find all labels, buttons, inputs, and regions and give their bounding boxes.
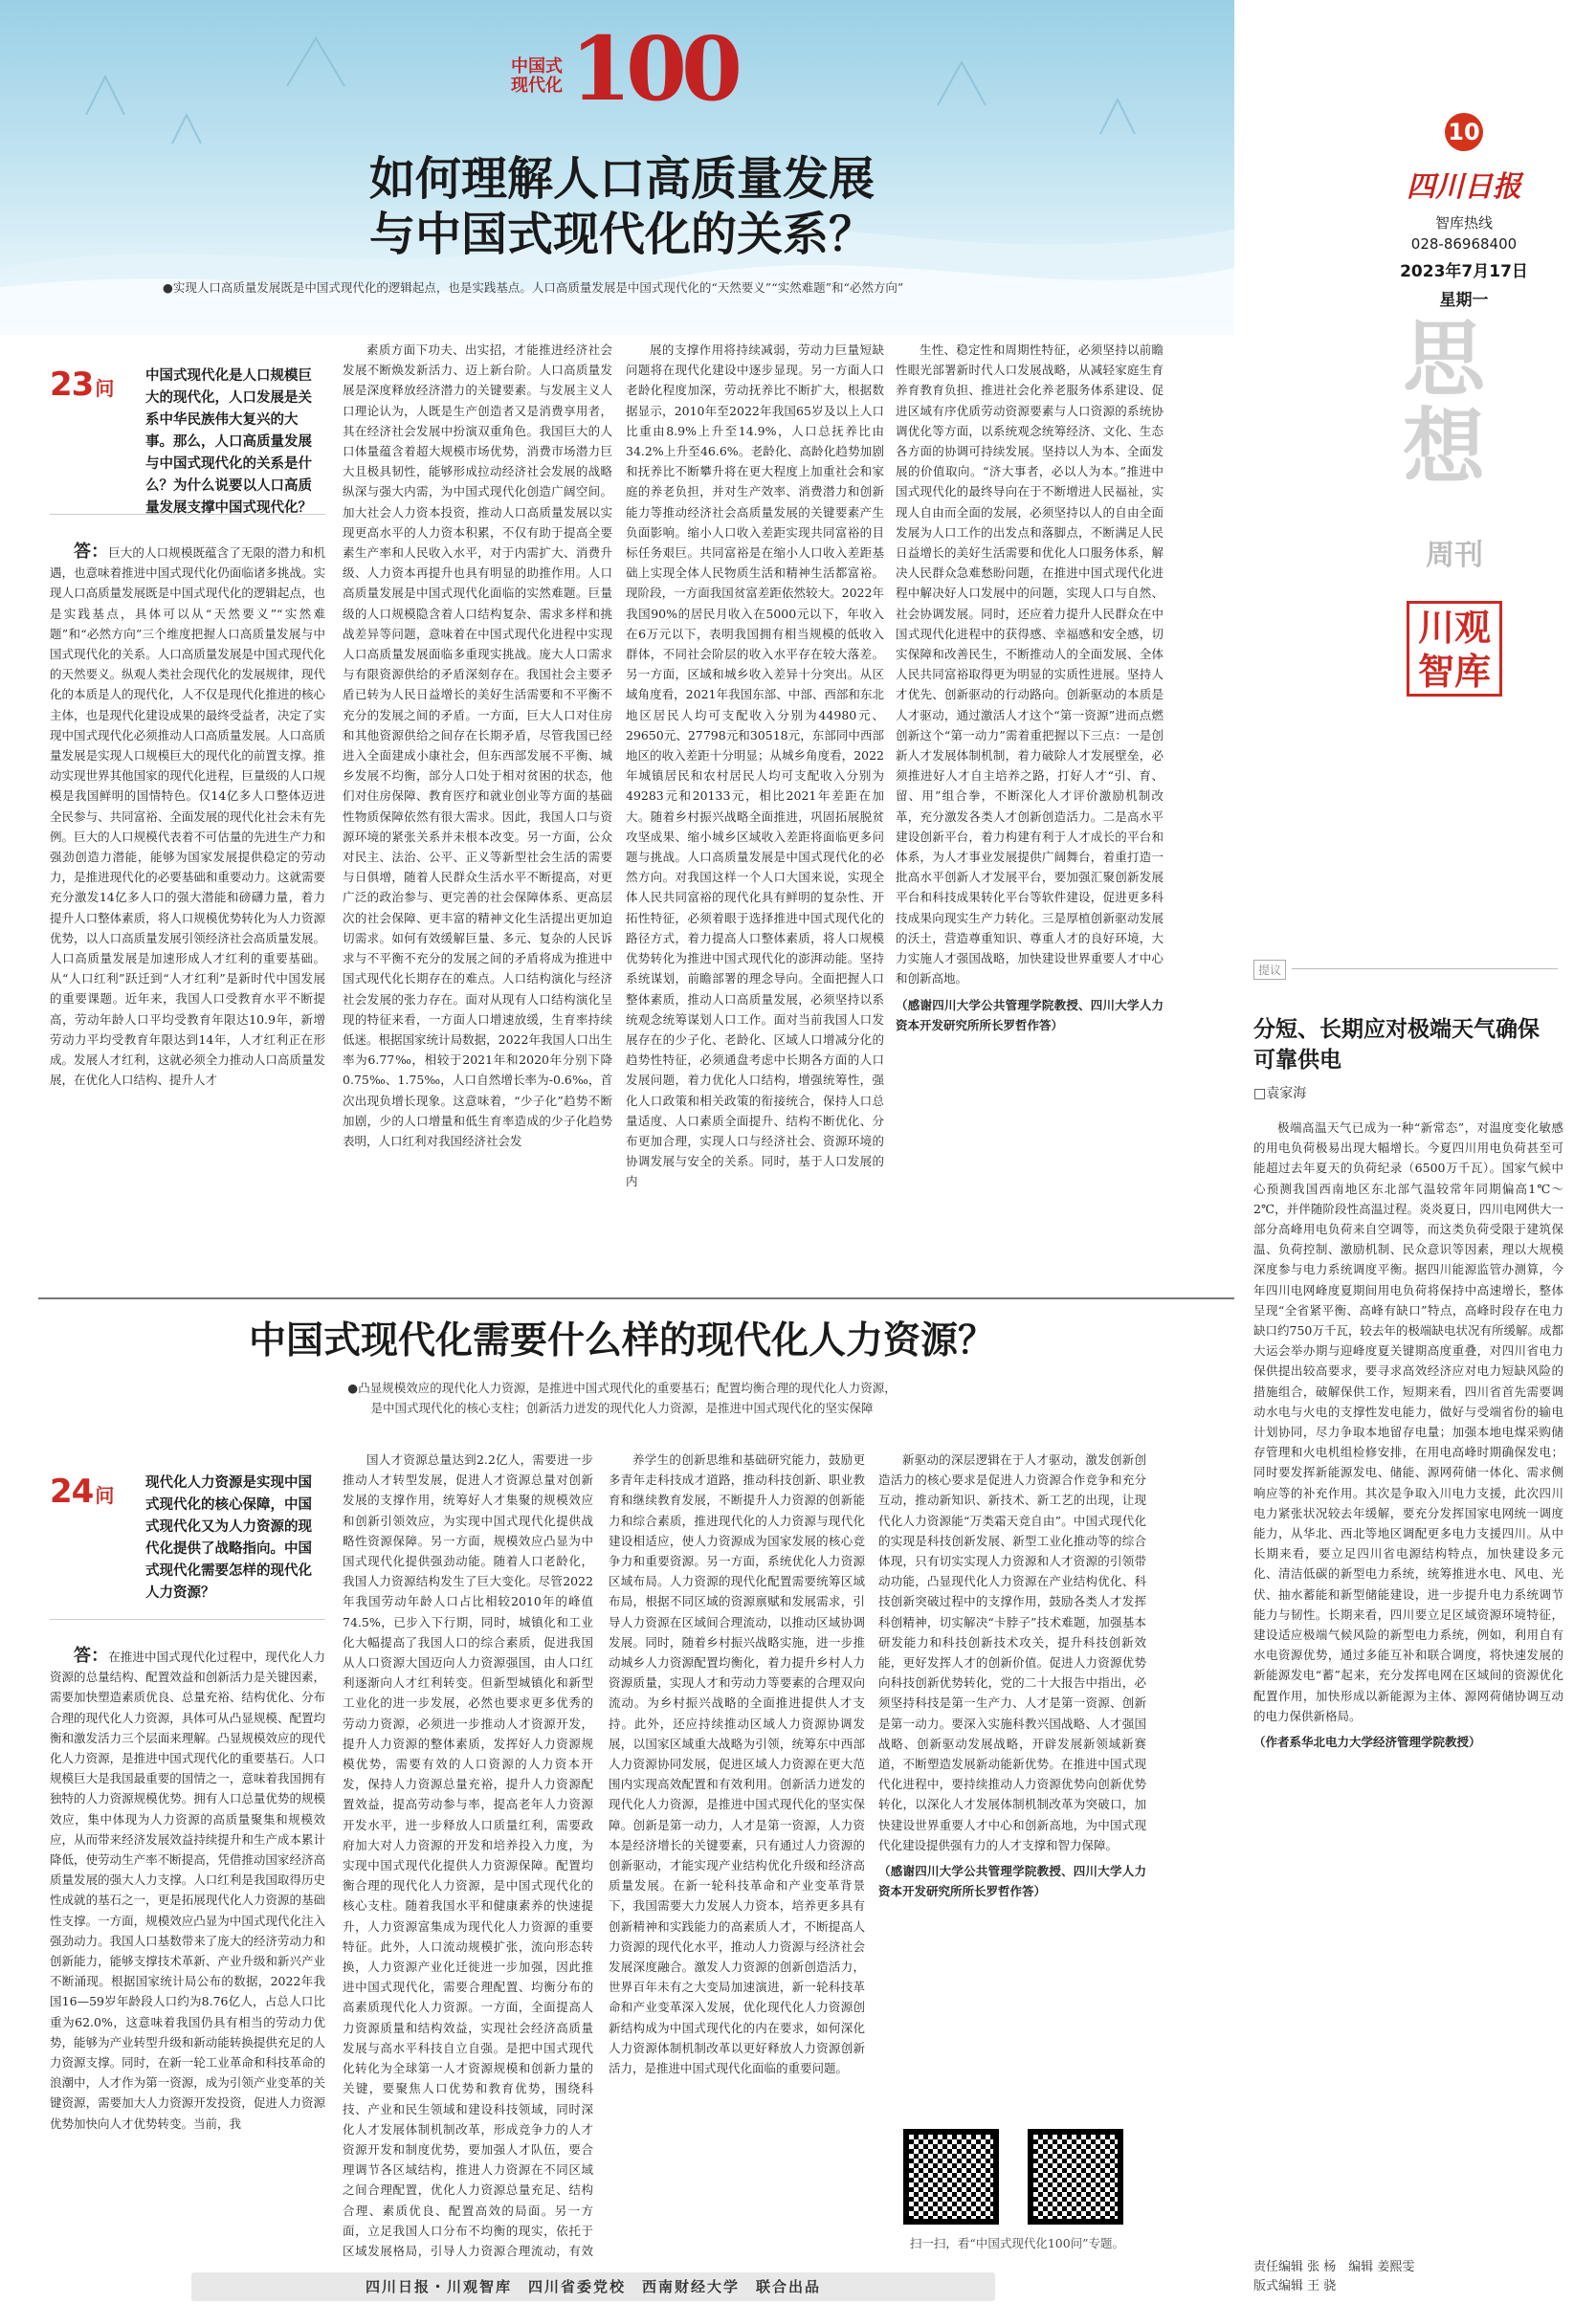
article1-col4-text: 生性、稳定性和周期性特征，必须坚持以前瞻性眼光部署新时代人口发展战略，从减轻家庭生育养育教育负担、推进社会化养老服务体系建设、促进区域有序优质劳动资源要素与人口资源的系统协调优化等方面，以系统观念统筹经济、文化、生态各方面的协调可持续发展。坚持以人为本、全面发展的价值取向。“济大事者，必以人为本。”推进中国式现代化的最终导向在于不断增进人民福祉，实现人自由而全面的发展，必须坚持以人的自由全面发展为人口工作的出发点和落脚点，不断满足人民日益增长的美好生活需要和优化人口服务体系，解决人民群众急难愁盼问题，在推进中国式现代化进程中解决好人口发展中的问题，实现人口与自然、社会协调发展。同时，还应着力提升人民群众在中国式现代化进程中的获得感、幸福感和安全感，切实保障和改善民生，不断推动人的全面发展、全体人民共同富裕取得更为明显的实质性进展。坚持人才优先、创新驱动的行动路向。创新驱动的本质是人才驱动，通过激活人才这个“第一资源”进而点燃创新这个“第一动力”需着重把握以下三点：一是创新人才发展体制机制，着力破除人才发展壁垒，必须推进好人才自主培养之路，打好人才“引、育、留、用”组合拳，不断深化人才评价激励机制改革，充分激发各类人才创新创造活力。二是高水平建设创新平台，着力构建有利于人才成长的平台和体系，为人才事业发展提供广阔舞台，着重打造一批高水平创新人才发展平台，要加强汇聚创新发展平台和科技成果转化平台等软件建设，促进更多科技成果向现实生产力转化。三是厚植创新驱动发展的沃土，营造尊重知识、尊重人才的良好环境，大力实施人才强国战略，加快建设世界重要人才中心和创新高地。 — [896, 343, 1164, 986]
answer-label: 答： — [74, 1646, 109, 1666]
article1-column-2 — [343, 340, 612, 1282]
article2-col3-text: 养学生的创新思维和基础研究能力，鼓励更多青年走科技成才道路，推动科技创新、职业教育和继续教育发展，不断提升人力资源的创新能力和综合素质，推进现代化的人力资源与现代化建设相适应，使人力资源成为国家发展的核心竞争力和重要资源。另一方面，系统优化人力资源区域布局。人力资源的现代化配置需要统筹区域布局，根据不同区域的资源禀赋和发展需求，引导人力资源在区域间合理流动，以推动区域协调发展。同时，随着乡村振兴战略实施，进一步推动城乡人力资源配置均衡化，着力提升乡村人力资源质量，实现人才和劳动力等要素的合理双向流动。为乡村振兴战略的全面推进提供人才支持。此外，还应持续推动区域人力资源协调发展，以国家区域重大战略为引领，统筹东中西部人力资源协同发展，促进区域人力资源在更大范围内实现高效配置和有效利用。创新活力迸发的现代化人力资源，是推进中国式现代化的坚实保障。创新是第一动力，人才是第一资源，人力资本是经济增长的关键要素，只有通过人力资源的创新驱动，才能实现产业结构优化升级和经济高质量发展。在新一轮科技革命和产业变革背景下，我国需要大力发展人力资本，培养更多具有创新精神和实践能力的高素质人才，不断提高人力资源的现代化水平，推动人力资源与经济社会发展深度融合。激发人力资源的创新创造活力，世界百年未有之大变局加速演进，新一轮科技革命和产业变革深入发展，优化现代化人力资源创新结构成为中国式现代化的内在要求，如何深化人力资源体制机制改革以更好释放人力资源创新活力，是推进中国式现代化面临的重要问题。 — [609, 1452, 865, 2076]
article1-question: 中国式现代化是人口规模巨大的现代化，人口发展是关系中华民族伟大复兴的大事。那么，人口高质量发展与中国式现代化的关系是什么？为什么说要以人口高质量发展支撑中国式现代化？ — [145, 368, 312, 516]
badge-label: 中国式现代化 — [511, 56, 563, 96]
weekday: 星期一 — [1439, 291, 1489, 310]
article2-title: 中国式现代化需要什么样的现代化人力资源？ — [248, 1319, 995, 1362]
paper-logo: 四川日报 — [1407, 170, 1521, 204]
article2-column-1 — [50, 1646, 325, 2263]
article2-summary — [191, 1378, 1053, 1418]
sidebar-rule — [1292, 968, 1558, 969]
article1-column-4 — [896, 340, 1164, 1282]
article1-col3-text: 展的支撑作用将持续减弱，劳动力巨量短缺问题将在现代化建设中逐步显现。另一方面人口老龄化程度加深，劳动抚养比不断扩大，根据数据显示，2010年至2022年我国65岁及以上人口比重由8.9%上升至14.9%，人口总抚养比由34.2%上升至46.6%。老龄化、高龄化趋势加剧和抚养比不断攀升将在更大程度上加重社会和家庭的养老负担，并对生产效率、消费潜力和创新能力等推动经济社会高质量发展的关键要素产生负面影响。缩小人口收入差距实现共同富裕的目标任务艰巨。共同富裕是在缩小人口收入差距基础上实现全体人民物质生活和精神生活都富裕。现阶段，一方面我国贫富差距依然较大。2022年我国90%的居民月收入在5000元以下，年收入在6万元以下，表明我国拥有相当规模的低收入群体，不同社会阶层的收入水平存在较大落差。另一方面，区域和城乡收入差异十分突出。从区域角度看，2021年我国东部、中部、西部和东北地区居民人均可支配收入分别为44980元、29650元、27798元和30518元，东部同中西部地区的收入差距十分明显；从城乡角度看，2022年城镇居民和农村居民人均可支配收入分别为49283元和20133元，相比2021年差距在加大。随着乡村振兴战略全面推进，巩固拓展脱贫攻坚成果、缩小城乡区域收入差距将面临更多问题与挑战。人口高质量发展是中国式现代化的必然方向。对我国这样一个人口大国来说，实现全体人民共同富裕的现代化具有鲜明的复杂性、开拓性特征，必须着眼于选择推进中国式现代化的路径方式，着力提高人口整体素质，将人口规模优势转化为推进中国式现代化的澎湃动能。坚持系统谋划，前瞻部署的理念导向。全面把握人口整体素质，推动人口高质量发展，必须坚持以系统观念统筹谋划人口工作。面对当前我国人口发展存在的少子化、老龄化、区域人口增减分化的趋势性特征，必须通盘考虑中长期各方面的人口发展问题，着力优化人口结构，增强统筹性，强化人口政策和相关政策的衔接统合，保持人口总量适度、人口素质全面提升、结构不断优化、分布更加合理，实现人口与经济社会、资源环境的协调发展与安全的关系。同时，基于人口发展的内 — [626, 343, 884, 1189]
article2-col1-text: 在推进中国式现代化过程中，现代化人力资源的总量结构、配置效益和创新活力是关键因素，需要加快塑造素质优良、总量充裕、结构优化、分布合理的现代化人力资源，具体可从凸显规模、配置均衡和激发活力三个层面来理解。凸显规模效应的现代化人力资源，是推进中国式现代化的重要基石。人口规模巨大是我国最重要的国情之一，意味着我国拥有独特的人力资源规模优势。拥有人口总量优势的规模效应，集中体现为人力资源的高质量聚集和规模效应，从而带来经济发展效益持续提升和生产成本累计降低，使劳动生产率不断提高，凭借推动国家经济高质量发展的强大人力支撑。人口红利是我国取得历史性成就的基石之一，更是拓展现代化人力资源的基础性支撑。一方面，规模效应凸显为中国式现代化注入强劲动力。我国人口基数带来了庞大的经济劳动力和创新能力，能够支撑技术革新、产业升级和新兴产业不断涌现。根据国家统计局公布的数据，2022年我国16—59岁年龄段人口约为8.76亿人，占总人口比重为62.0%，这意味着我国仍具有相当的劳动力优势，能够为产业转型升级和新动能转换提供充足的人力资源支撑。同时，在新一轮工业革命和科技革命的浪潮中，人才作为第一资源，成为引领产业变革的关键资源，需要加大人力资源开发投资，促进人力资源优势加快向人才优势转变。当前，我 — [50, 1650, 325, 2131]
issue-date: 2023年7月17日 — [1400, 262, 1528, 281]
masthead — [1397, 113, 1531, 310]
question-divider — [50, 514, 325, 515]
article2-summary-line1: ●凸显规模效应的现代化人力资源，是推进中国式现代化的重要基石；配置均衡合理的现代化人力资源， — [347, 1381, 897, 1395]
qr-code-area — [878, 2129, 1156, 2272]
editors-credit — [1253, 2258, 1569, 2296]
article1-title-line1: 如何理解人口高质量发展 — [368, 152, 875, 206]
article2-question: 现代化人力资源是实现中国式现代化的核心保障，中国式现代化又为人力资源的现代化提供了战略指向。中国式现代化需要怎样的现代化人力资源？ — [145, 1475, 312, 1601]
hotline-number: 028-86968400 — [1410, 235, 1518, 253]
sidebar-body-text: 极端高温天气已成为一种“新常态”，对温度变化敏感的用电负荷极易出现大幅增长。今夏四川用电负荷甚至可能超过去年夏天的负荷纪录（6500万千瓦）。国家气候中心预测我国西南地区东北部气温较常年同期偏高1℃～2℃，并伴随阶段性高温过程。炎炎夏日，四川电网供大一部分高峰用电负荷来自空调等，而这类负荷受限于建筑保温、负荷控制、激励机制、民众意识等因素，理以大规模深度参与电力系统调度平衡。据四川能源监管办测算，今年四川电网峰度夏期间用电负荷将保持中高速增长，整体呈现“全省紧平衡、高峰有缺口”特点，高峰时段存在电力缺口约750万千瓦，较去年的极端缺电状况有所缓解。成都大运会举办期与迎峰度夏关键期高度重叠，对四川省电力保供提出较高要求，要寻求高效经济应对电力短缺风险的措施组合，破解保供工作，短期来看，四川省首先需要调动水电与火电的支撑性发电能力，做好与受端省份的输电计划协同，尽力争取本地留存电量；加强本地电煤采购储存管理和火电机组检修安排，在用电高峰时期确保发电；同时要发挥新能源发电、储能、源网荷储一体化、需求侧响应等的补充作用。其次是争取入川电力支援，此次四川电力紧张状况较去年缓解，要充分发挥国家电网统一调度能力，从华北、西北等地区调配更多电力支援四川。从中长期来看，要立足四川省电源结构特点，加快建设多元化、清洁低碳的新型电力系统，统筹推进水电、风电、光伏、抽水蓄能和新型储能建设，进一步提升电力系统调节能力与韧性。长期来看，四川要立足区域资源环境特征，建设适应极端气候风险的新型电力系统，例如，利用自有水电资源优势，通过多能互补和联合调度，将快速发展的新能源发电“蓄”起来，充分发挥电网在区域间的资源优化配置作用，加快形成以新能源为主体、源网荷储协调互动的电力保供新格局。 — [1253, 1120, 1563, 1723]
article1-col2-text: 素质方面下功夫、出实招，才能推进经济社会发展不断焕发新活力、迈上新台阶。人口高质量发展是深度释放经济潜力的关键要素。与发展主义人口理论认为，人既是生产创造者又是消费享用者，其在经济社会发展中扮演双重角色。我国巨大的人口体量蕴含着超大规模市场优势，消费市场潜力巨大且极具韧性，能够形成拉动经济社会发展的战略纵深与强大内需，为中国式现代化创造广阔空间。加大社会人力资本投资，推动人口高质量发展以实现更高水平的人力资本积累，不仅有助于提高全要素生产率和人民收入水平，对于内需扩大、消费升级、人力资本再提升也具有明显的助推作用。人口高质量发展是中国式现代化面临的实然难题。巨量级的人口规模隐含着人口结构复杂、需求多样和挑战差异等问题，意味着在中国式现代化进程中实现人口高质量发展面临多重现实挑战。庞大人口需求与有限资源供给的矛盾深刻存在。我国社会主要矛盾已转为人民日益增长的美好生活需要和不平衡不充分的发展之间的矛盾。一方面，巨大人口对住房和其他资源供给之间存在长期矛盾，尽管我国已经进入全面建成小康社会，但东西部发展不平衡、城乡发展不均衡，部分人口处于相对贫困的状态，他们对住房保障、教育医疗和就业创业等方面的基础性物质保障依然有很大需求。因此，我国人口与资源环境的紧张关系并未根本改变。另一方面，公众对民主、法治、公平、正义等新型社会生活的需要与日俱增，随着人民群众生活水平不断提高，对更广泛的政治参与、更完善的社会保障体系、更高层次的社会保障、更丰富的精神文化生活提出更加迫切需求。如何有效缓解巨量、多元、复杂的人民诉求与不平衡不充分的发展之间的矛盾将成为推进中国式现代化长期存在的难点。人口结构演化与经济社会发展的张力存在。面对从现有人口结构演化呈现的特征来看，一方面人口增速放缓，生育率持续低迷。根据国家统计局数据，2022年我国人口出生率为6.77‰，相较于2021年和2020年分别下降0.75‰、1.75‰，人口自然增长率为-0.6‰，首次出现负增长现象。这意味着，“少子化”趋势不断加剧，少的人口增量和低生育率造成的少子化趋势表明，人口红利对我国经济社会发 — [343, 343, 612, 1148]
article2-column-4 — [878, 1450, 1146, 2119]
article1-title — [220, 151, 1024, 262]
article1-column-1 — [50, 542, 325, 1282]
article-divider — [38, 1297, 1234, 1299]
sidebar-credit: （作者系华北电力大学经济管理学院教授） — [1253, 1735, 1481, 1750]
article1-column-3 — [626, 340, 884, 1282]
question-divider — [50, 1619, 325, 1620]
sidebar-body — [1253, 1118, 1563, 2247]
article2-question-number: 24 问 — [50, 1473, 114, 1511]
article1-col1-text: 巨大的人口规模既蕴含了无限的潜力和机遇，也意味着推进中国式现代化仍面临诸多挑战。实现人口高质量发展既是中国式现代化的逻辑起点，也是实践基点，具体可以从“天然要义”“实然难题”和“必然方向”三个维度把握人口高质量发展与中国式现代化的关系。人口高质量发展是中国式现代化的天然要义。纵观人类社会现代化的发展规律，现代化的本质是人的现代化，人不仅是现代化推进的核心主体，也是现代化建设成果的最终受益者，决定了实现中国式现代化必须推动人口高质量发展。人口高质量发展是实现人口规模巨大的现代化的前置支撑。推动实现世界其他国家的现代化进程，巨量级的人口规模是我国鲜明的国情特色。仅14亿多人口整体迈进全民参与、共同富裕、全面发展的现代化社会未有先例。巨大的人口规模代表着不可估量的先进生产力和强劲创造力潜能，能够为国家发展提供稳定的劳动力，是推进现代化的必要基础和重要动力。这就需要充分激发14亿多人口的强大潜能和磅礴力量，着力提升人口整体素质，将人口规模优势转化为人力资源优势，以人口高质量发展引领经济社会高质量发展。人口高质量发展是加速形成人才红利的重要基础。从“人口红利”跃迁到“人才红利”是新时代中国发展的重要课题。近年来，我国人口受教育水平不断提高，劳动年龄人口平均受教育年限达10.9年，新增劳动力平均受教育年限达到14年，人才红利正在形成。发展人才红利，这就必须全力推动人口高质量发展，在优化人口结构、提升人才 — [50, 545, 325, 1088]
footer-band: 四川日报・川观智库 四川省委党校 西南财经大学 联合出品 — [191, 2272, 995, 2301]
qr-code-icon[interactable] — [903, 2129, 999, 2225]
section-subtitle: 周刊 — [1426, 539, 1483, 572]
article2-question-box — [50, 1469, 325, 1620]
badge-number: 100 — [570, 17, 738, 121]
editor-line-1: 责任编辑 张 杨 编辑 姜熙雯 — [1253, 2260, 1415, 2274]
article2-column-3 — [609, 1450, 865, 2263]
qr-code-icon[interactable] — [1028, 2129, 1123, 2225]
article2-summary-line2: 是中国式现代化的核心支柱；创新活力迸发的现代化人力资源，是推进中国式现代化的坚实保障 — [370, 1401, 874, 1415]
article1-credit: （感谢四川大学公共管理学院教授、四川大学人力资本开发研究所所长罗哲作答） — [896, 997, 1164, 1032]
column-logo: 川观智库 — [1407, 601, 1502, 697]
sidebar-tag: 提议 — [1253, 960, 1286, 980]
article1-summary: ●实现人口高质量发展既是中国式现代化的逻辑起点，也是实践基点。人口高质量发展是中国式现代化的“天然要义”“实然难题”和“必然方向” — [163, 280, 904, 295]
article2-col2-text: 国人才资源总量达到2.2亿人，需要进一步推动人才转型发展，促进人才资源总量对创新发展的支撑作用，统筹好人才集聚的规模效应和创新引领效应，为实现中国式现代化提供战略性资源保障。另一方面，规模效应凸显为中国式现代化提供强劲动能。随着人口老龄化，我国人力资源结构发生了巨大变化。尽管2022年我国劳动年龄人口占比相较2010年的峰值74.5%，已步入下行期，同时，城镇化和工业化大幅提高了我国人口的综合素质，促进我国从人口资源大国迈向人力资源强国，由人口红利逐渐向人才红利转变。但新型城镇化和新型工业化的进一步发展，必然也要求更多优秀的劳动力资源，必须进一步推动人才资源开发，提升人力资源的整体素质，发挥好人力资源规模优势，需要有效的人口资源的人力资本开发，保持人力资源总量充裕，提升人力资源配置效益，提高劳动参与率，提高老年人力资源开发水平，进一步释放人口质量红利，需要政府加大对人力资源的开发和培养投入力度，为实现中国式现代化提供人力资源保障。配置均衡合理的现代化人力资源，是中国式现代化的核心支柱。随着我国水平和健康素养的快速提升，人力资源富集成为现代化人力资源的重要特征。此外，人口流动规模扩张，流向形态转换，人力资源产业化迁徙进一步加强，因此推进中国式现代化，需要合理配置、均衡分布的高素质现代化人力资源。一方面，全面提高人力资源质量和结构效益，实现社会经济高质量发展与高水平科技自立自强。是把中国式现代化转化为全球第一人才资源规模和创新力量的关键，要聚焦人口优势和教育优势，围绕科技、产业和民生领域和建设科技领域，同时深化人才发展体制机制改革，形成竞争力的人才资源开发和制度优势，要加强人才队伍，要合理调节各区域结构，推进人力资源在不同区域之间合理配置，优化人力资源总量充足、结构合理、素质优良、配置高效的局面。另一方面，立足我国人口分布不均衡的现实，依托于区域发展格局，引导人力资源合理流动，有效 — [343, 1452, 593, 2258]
article2-column-2 — [343, 1450, 593, 2263]
page-number: 10 — [1445, 113, 1483, 151]
sidebar-title: 分短、长期应对极端天气确保可靠供电 — [1253, 1017, 1540, 1073]
article1-question-number: 23 问 — [50, 366, 114, 404]
article1-title-line2: 与中国式现代化的关系？ — [368, 208, 875, 261]
article1-question-box — [50, 362, 325, 515]
article2-col4-text: 新驱动的深层逻辑在于人才驱动，激发创新创造活力的核心要求是促进人力资源合作竞争和充分互动，推动新知识、新技术、新工艺的出现，让现代化人力资源能“万类霜天竞自由”。中国式现代化的实现是科技创新发展、新型工业化推动等的综合体现，只有切实实现人力资源和人才资源的引领带动功能，凸显现代化人力资源在产业结构优化、科技创新突破过程中的支撑作用，鼓励各类人才发挥科创精神，切实解决“卡脖子”技术难题，加强基本研发能力和科技创新技术攻关，提升科技创新效能，更好发挥人才的创新价值。促进人力资源优势向科技创新优势转化，党的二十大报告中指出，必须坚持科技是第一生产力、人才是第一资源、创新是第一动力。要深入实施科教兴国战略、人才强国战略、创新驱动发展战略，开辟发展新领域新赛道，不断塑造发展新动能新优势。在推进中国式现代化进程中，要持续推动人力资源优势向创新优势转化，以深化人才发展体制机制改革为突破口，加快建设世界重要人才中心和创新高地，为中国式现代化建设提供强有力的人才支撑和智力保障。 — [878, 1452, 1146, 1852]
hotline-label: 智库热线 — [1434, 214, 1493, 232]
section-name: 思想 — [1403, 311, 1485, 496]
editor-line-2: 版式编辑 王 骁 — [1253, 2279, 1337, 2293]
answer-label: 答： — [74, 542, 109, 562]
article2-credit: （感谢四川大学公共管理学院教授、四川大学人力资本开发研究所所长罗哲作答） — [878, 1864, 1146, 1899]
qr-caption: 扫一扫，看“中国式现代化100问”专题。 — [909, 2236, 1125, 2250]
sidebar-author: □袁家海 — [1253, 1086, 1307, 1101]
